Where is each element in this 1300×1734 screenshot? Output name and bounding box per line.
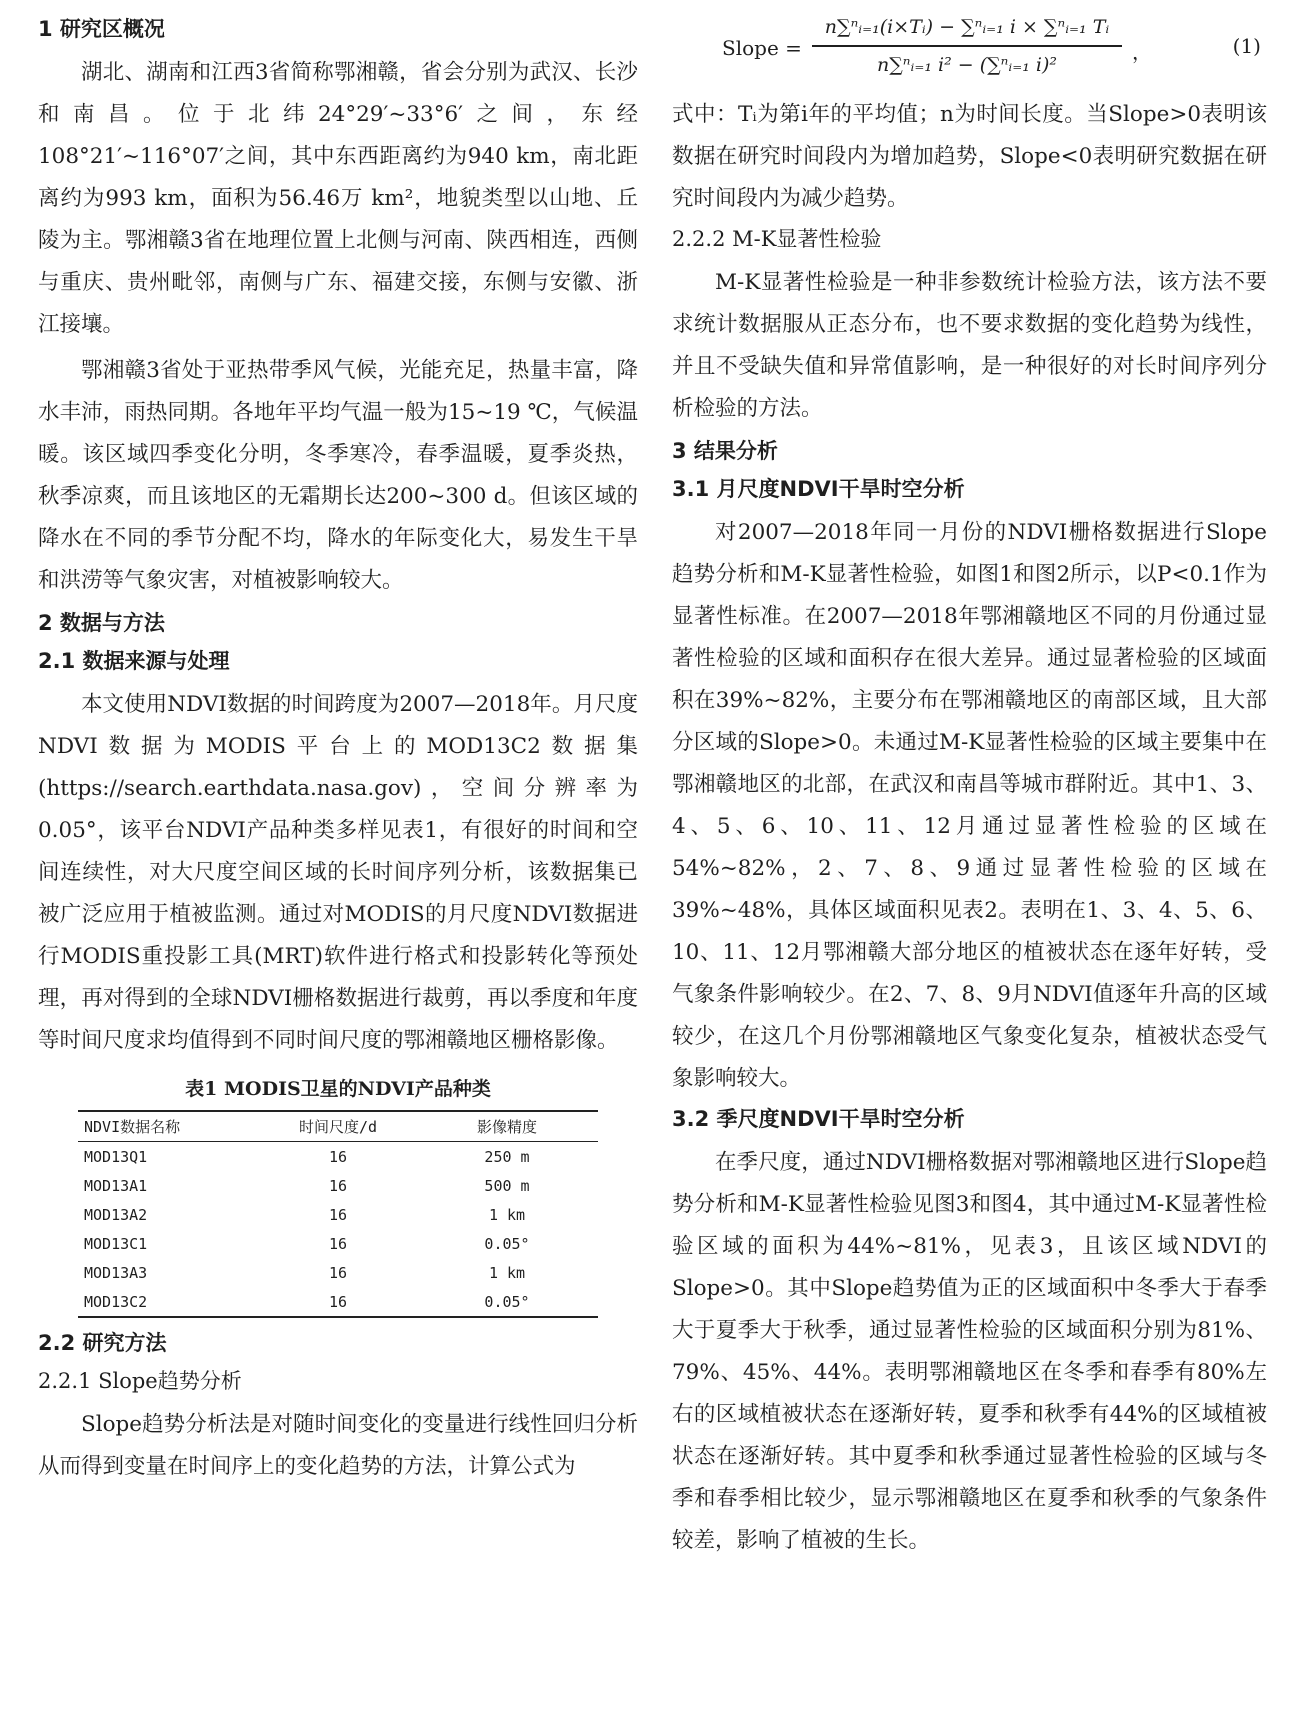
table-cell: 16 xyxy=(328,1234,348,1253)
table-cell: 16 xyxy=(328,1176,348,1195)
table-row xyxy=(78,1287,598,1317)
table-row xyxy=(78,1229,598,1258)
table-row xyxy=(78,1258,598,1287)
slope-formula xyxy=(672,8,1267,92)
formula-fraction xyxy=(812,10,1122,82)
formula-description: 式中：Tᵢ为第i年的平均值；n为时间长度。当Slope>0表明该数据在研究时间段内为增加趋势，Slope<0表明研究数据在研究时间段内为减少趋势。 xyxy=(672,102,1267,211)
section-2-2-1-heading: 2.2.1 Slope趋势分析 xyxy=(38,1369,242,1393)
table-cell: 16 xyxy=(328,1263,348,1282)
right-column xyxy=(672,8,1267,1562)
table-cell: 16 xyxy=(328,1205,348,1224)
table-cell: 0.05° xyxy=(484,1292,530,1311)
table-cell: MOD13C2 xyxy=(84,1292,148,1311)
table-1-caption: 表1 MODIS卫星的NDVI产品种类 xyxy=(185,1078,491,1100)
section-3-2-heading: 3.2 季尺度NDVI干旱时空分析 xyxy=(672,1107,965,1131)
table-cell: 16 xyxy=(328,1147,348,1166)
section-2-2-heading: 2.2 研究方法 xyxy=(38,1331,167,1355)
table-row xyxy=(78,1171,598,1200)
section-1-paragraph-1: 湖北、湖南和江西3省简称鄂湘赣，省会分别为武汉、长沙和南昌。位于北纬24°29′~33°6′之间，东经108°21′~116°07′之间，其中东西距离约为940 km，南北距离约为993 km，面积为56.46万 km²，地貌类型以山地、丘陵为主。鄂湘赣3省在地理位置上北侧与河南、陕西相连，西侧与重庆、贵州毗邻，南侧与广东、福建交接，东侧与安徽、浙江接壤。 xyxy=(38,60,638,337)
section-2-1-paragraph: 本文使用NDVI数据的时间跨度为2007—2018年。月尺度NDVI数据为MODIS平台上的MOD13C2数据集(https://search.earthdata.nasa.gov)，空间分辨率为0.05°，该平台NDVI产品种类多样见表1，有很好的时间和空间连续性，对大尺度空间区域的长时间序列分析，该数据集已被广泛应用于植被监测。通过对MODIS的月尺度NDVI数据进行MODIS重投影工具(MRT)软件进行格式和投影转化等预处理，再对得到的全球NDVI栅格数据进行裁剪，再以季度和年度等时间尺度求均值得到不同时间尺度的鄂湘赣地区栅格影像。 xyxy=(38,692,638,1053)
formula-number: (1) xyxy=(1232,34,1261,58)
section-2-heading: 2 数据与方法 xyxy=(38,611,165,635)
table-header-resolution: 影像精度 xyxy=(476,1118,537,1136)
section-3-2-paragraph: 在季尺度，通过NDVI栅格数据对鄂湘赣地区进行Slope趋势分析和M-K显著性检验见图3和图4，其中通过M-K显著性检验区域的面积为44%~81%，见表3，且该区域NDVI的Slope>0。其中Slope趋势值为正的区域面积中冬季大于春季大于夏季大于秋季，通过显著性检验的区域面积分别为81%、79%、45%、44%。表明鄂湘赣地区在冬季和春季有80%左右的区域植被状态在逐渐好转，夏季和秋季有44%的区域植被状态在逐渐好转。其中夏季和秋季通过显著性检验的区域与冬季和春季相比较少，显示鄂湘赣地区在夏季和秋季的气象条件较差，影响了植被的生长。 xyxy=(672,1150,1267,1553)
table-cell: 1 km xyxy=(488,1205,526,1224)
table-header-time-scale: 时间尺度/d xyxy=(298,1118,378,1136)
table-cell: 1 km xyxy=(488,1263,526,1282)
table-row xyxy=(78,1142,598,1172)
table-cell: 250 m xyxy=(484,1147,530,1166)
formula-comma: ， xyxy=(1132,40,1152,64)
section-2-2-1-paragraph: Slope趋势分析法是对随时间变化的变量进行线性回归分析从而得到变量在时间序上的变化趋势的方法，计算公式为 xyxy=(38,1412,638,1479)
table-cell: MOD13C1 xyxy=(84,1234,148,1253)
formula-numerator: n∑ⁿᵢ₌₁(i×Tᵢ) − ∑ⁿᵢ₌₁ i × ∑ⁿᵢ₌₁ Tᵢ xyxy=(824,16,1110,38)
left-column xyxy=(38,8,638,1488)
section-2-2-2-paragraph: M-K显著性检验是一种非参数统计检验方法，该方法不要求统计数据服从正态分布，也不要求数据的变化趋势为线性，并且不受缺失值和异常值影响，是一种很好的对长时间序列分析检验的方法。 xyxy=(672,270,1267,421)
section-2-1-heading: 2.1 数据来源与处理 xyxy=(38,649,230,673)
formula-lhs: Slope = xyxy=(722,36,802,60)
formula-denominator: n∑ⁿᵢ₌₁ i² − (∑ⁿᵢ₌₁ i)² xyxy=(877,53,1057,76)
table-header-name: NDVI数据名称 xyxy=(84,1118,181,1136)
table-cell: MOD13A3 xyxy=(84,1263,148,1282)
table-cell: 16 xyxy=(328,1292,348,1311)
section-3-1-heading: 3.1 月尺度NDVI干旱时空分析 xyxy=(672,477,965,501)
table-cell: MOD13A2 xyxy=(84,1205,148,1224)
section-3-1-paragraph: 对2007—2018年同一月份的NDVI栅格数据进行Slope趋势分析和M-K显著性检验，如图1和图2所示，以P<0.1作为显著性标准。在2007—2018年鄂湘赣地区不同的月份通过显著性检验的区域和面积存在很大差异。通过显著检验的区域面积在39%~82%，主要分布在鄂湘赣地区的南部区域，且大部分区域的Slope>0。未通过M-K显著性检验的区域主要集中在鄂湘赣地区的北部，在武汉和南昌等城市群附近。其中1、3、4、5、6、10、11、12月通过显著性检验的区域在54%~82%，2、7、8、9通过显著性检验的区域在39%~48%，具体区域面积见表2。表明在1、3、4、5、6、10、11、12月鄂湘赣大部分地区的植被状态在逐年好转，受气象条件影响较少。在2、7、8、9月NDVI值逐年升高的区域较少，在这几个月份鄂湘赣地区气象变化复杂，植被状态受气象影响较大。 xyxy=(672,520,1267,1091)
table-cell: 0.05° xyxy=(484,1234,530,1253)
section-1-heading: 1 研究区概况 xyxy=(38,17,165,41)
fraction-bar xyxy=(812,45,1122,47)
table-cell: MOD13A1 xyxy=(84,1176,148,1195)
table-header-row xyxy=(78,1111,598,1142)
table-cell: 500 m xyxy=(484,1176,530,1195)
table-1 xyxy=(78,1110,598,1318)
section-2-2-2-heading: 2.2.2 M-K显著性检验 xyxy=(672,227,882,251)
section-1-paragraph-2: 鄂湘赣3省处于亚热带季风气候，光能充足，热量丰富，降水丰沛，雨热同期。各地年平均气温一般为15~19 ℃，气候温暖。该区域四季变化分明，冬季寒冷，春季温暖，夏季炎热，秋季凉爽，而且该地区的无霜期长达200~300 d。但该区域的降水在不同的季节分配不均，降水的年际变化大，易发生干旱和洪涝等气象灾害，对植被影响较大。 xyxy=(38,358,638,593)
table-cell: MOD13Q1 xyxy=(84,1147,148,1166)
section-3-heading: 3 结果分析 xyxy=(672,439,778,463)
table-row xyxy=(78,1200,598,1229)
